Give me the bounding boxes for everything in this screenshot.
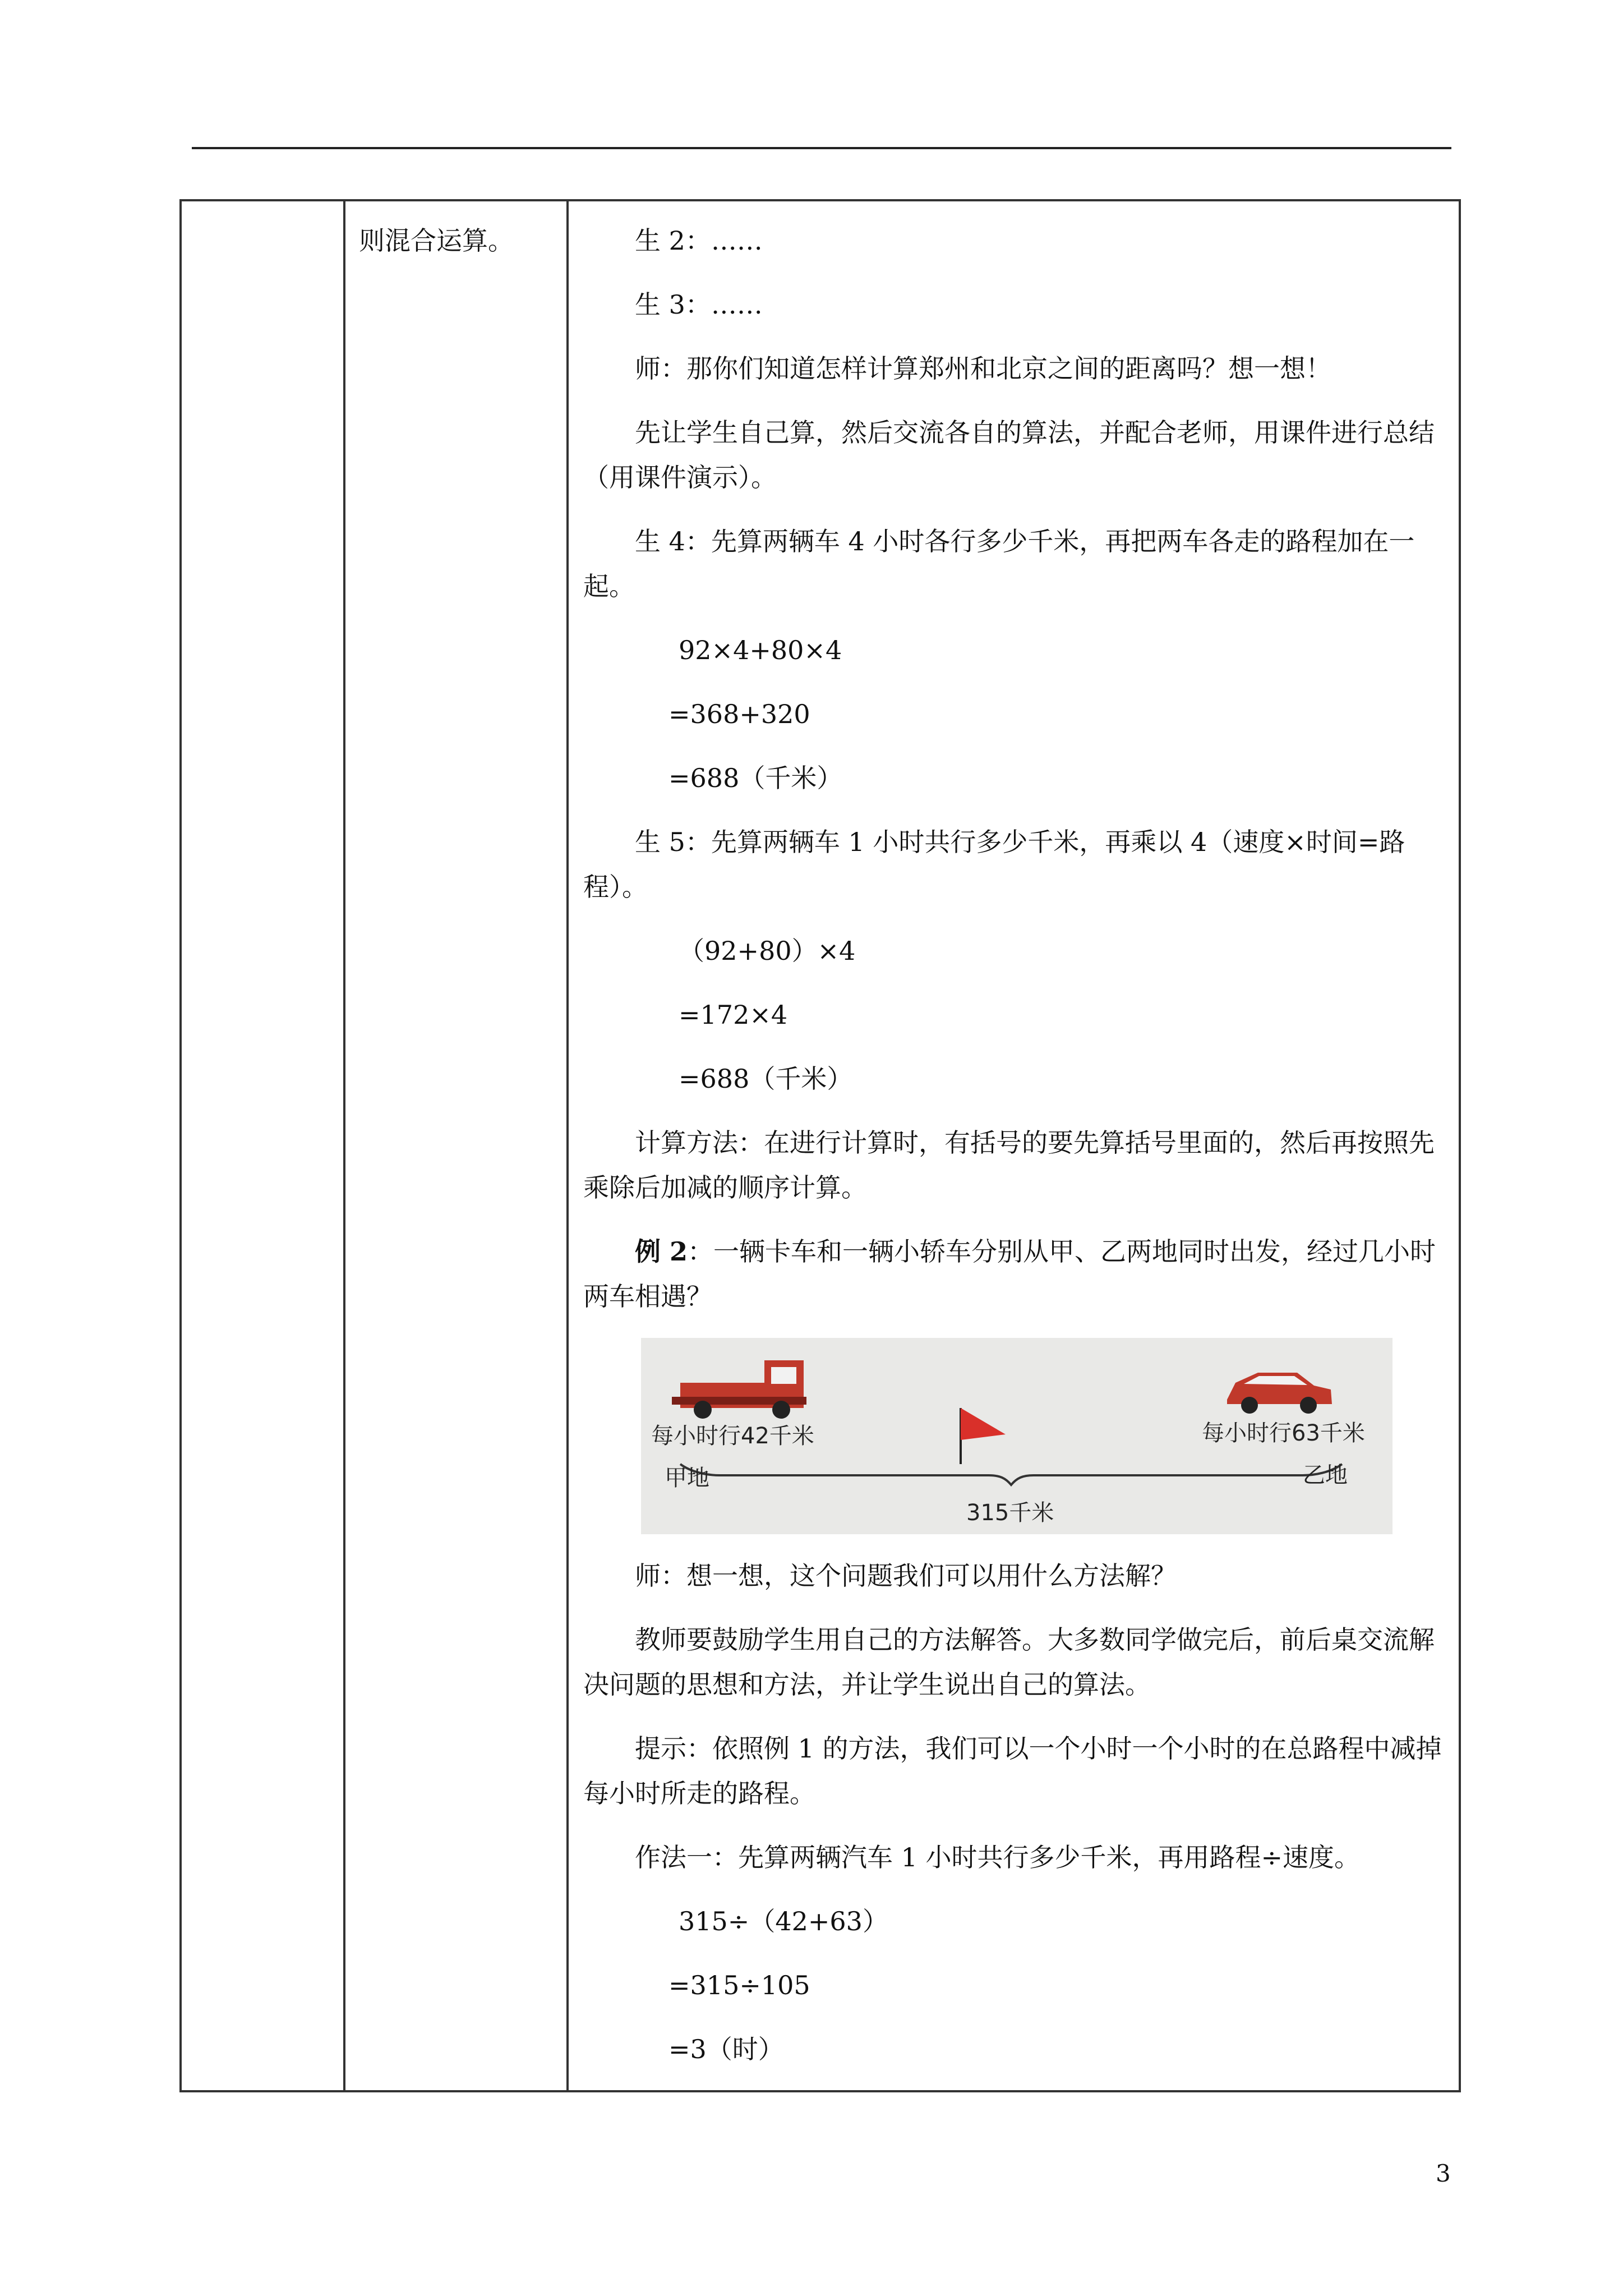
instruction-paragraph-2: 教师要鼓励学生用自己的方法解答。大多数同学做完后，前后桌交流解决问题的思想和方法，并让学生说出自己的算法。 xyxy=(583,1625,1435,1700)
formula-2-line-3: =688（千米） xyxy=(679,1064,853,1094)
formula-3-line-3: =3（时） xyxy=(668,2034,784,2064)
place-b-label: 乙地 xyxy=(1303,1462,1348,1488)
student-2-line: 生 2：…… xyxy=(635,226,763,256)
example-2-label: 例 2 xyxy=(635,1236,688,1267)
formula-3-line-1: 315÷（42+63） xyxy=(679,1906,888,1936)
example-2 xyxy=(583,1229,1447,1319)
teacher-question-1: 师：那你们知道怎样计算郑州和北京之间的距离吗？想一想！ xyxy=(635,353,1331,384)
calculation-method: 计算方法：在进行计算时，有括号的要先算括号里面的，然后再按照先乘除后加减的顺序计算。 xyxy=(583,1128,1435,1203)
distance-label: 315千米 xyxy=(966,1500,1054,1526)
formula-2-line-2: =172×4 xyxy=(679,1000,788,1030)
page-number: 3 xyxy=(1436,2160,1451,2187)
formula-1-line-2: =368+320 xyxy=(668,699,810,729)
example-2-text: ：一辆卡车和一辆小轿车分别从甲、乙两地同时出发，经过几小时两车相遇？ xyxy=(583,1236,1436,1312)
car-icon xyxy=(1227,1373,1332,1414)
hint-paragraph: 提示：依照例 1 的方法，我们可以一个小时一个小时的在总路程中减掉每小时所走的路程。 xyxy=(583,1733,1442,1809)
formula-1-line-1: 92×4+80×4 xyxy=(679,635,842,665)
column-divider-1 xyxy=(343,199,345,2092)
method-1-line: 作法一：先算两辆汽车 1 小时共行多少千米，再用路程÷速度。 xyxy=(635,1842,1361,1872)
header-rule xyxy=(192,147,1451,149)
formula-1-line-3: =688（千米） xyxy=(668,763,843,793)
truck-icon xyxy=(672,1360,806,1419)
instruction-paragraph-1: 先让学生自己算，然后交流各自的算法，并配合老师，用课件进行总结（用课件演示）。 xyxy=(583,417,1435,493)
formula-3-line-2: =315÷105 xyxy=(668,1970,810,2000)
teacher-question-2: 师：想一想，这个问题我们可以用什么方法解？ xyxy=(635,1561,1177,1591)
student-5-answer: 生 5：先算两辆车 1 小时共行多少千米，再乘以 4（速度×时间=路程）。 xyxy=(583,827,1405,902)
student-3-line: 生 3：…… xyxy=(635,289,763,320)
car-speed-label: 每小时行63千米 xyxy=(1202,1420,1365,1446)
example-2-figure xyxy=(641,1338,1393,1534)
place-a-label: 甲地 xyxy=(665,1465,709,1491)
column-divider-2 xyxy=(566,199,569,2092)
student-4-answer: 生 4：先算两辆车 4 小时各行多少千米，再把两车各走的路程加在一起。 xyxy=(583,526,1415,601)
table-cell-intent xyxy=(359,199,561,263)
truck-speed-label: 每小时行42千米 xyxy=(651,1423,814,1449)
flag-icon xyxy=(961,1408,1006,1464)
table-cell-activity xyxy=(583,199,1447,2072)
distance-brace xyxy=(680,1464,1342,1485)
left-column-text: 则混合运算。 xyxy=(359,226,514,256)
formula-2-line-1: （92+80）×4 xyxy=(679,936,856,966)
